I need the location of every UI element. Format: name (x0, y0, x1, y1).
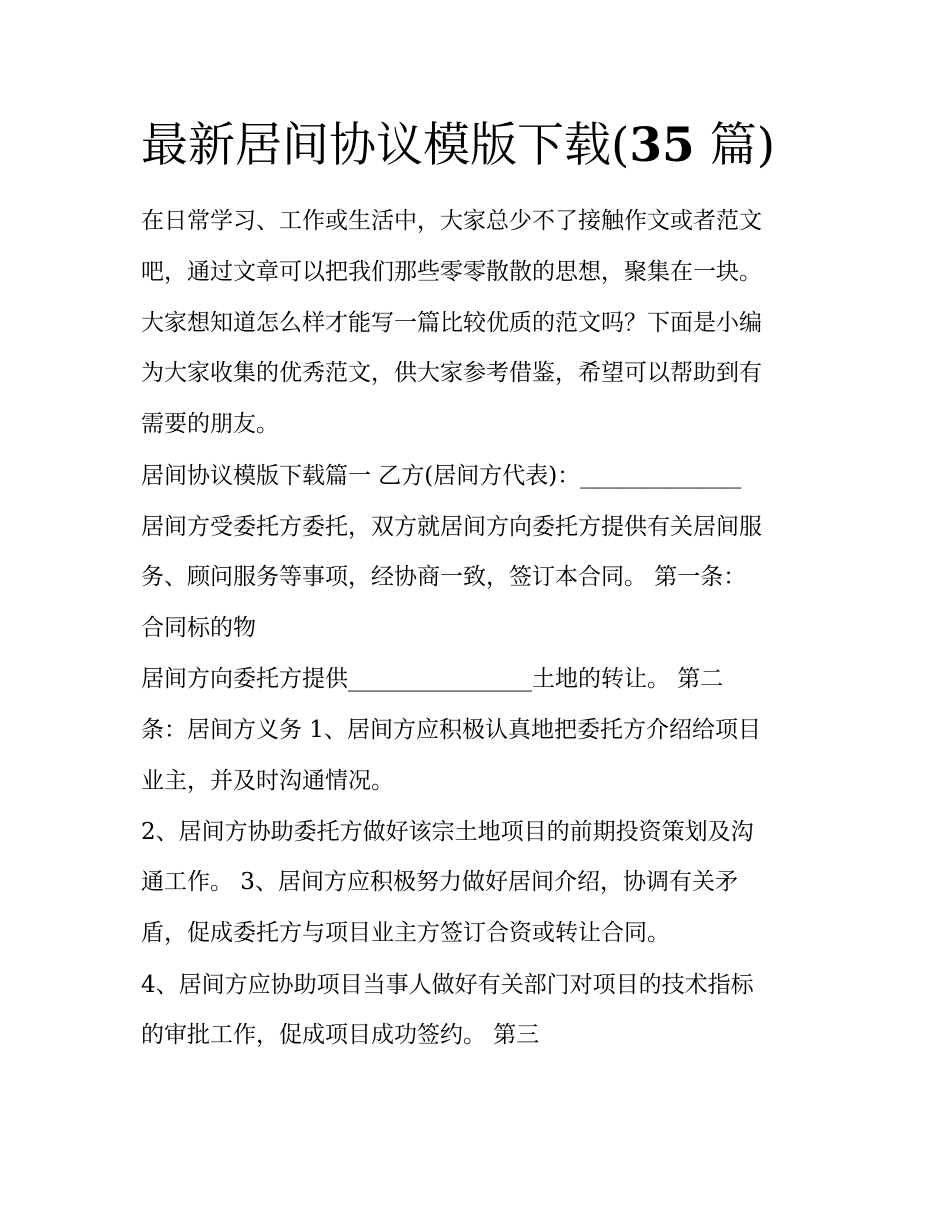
title-text: 最新居间协议模版下载( (141, 118, 630, 173)
land-blank: ________________ (348, 666, 532, 692)
document-title (141, 116, 775, 176)
paragraph-line: 2、居间方协助委托方做好该宗土地项目的前期投资策划及沟 (141, 819, 754, 845)
paragraph-line: 为大家收集的优秀范文，供大家参考借鉴，希望可以帮助到有 (141, 360, 762, 386)
paragraph-line: 通工作。 3、居间方应积极努力做好居间介绍，协调有关矛 (141, 869, 738, 895)
title-suffix: 篇) (694, 118, 776, 173)
clause-text: 居间方向委托方提供 (141, 666, 348, 692)
party-b-label: 居间协议模版下载篇一 乙方(居间方代表)： (141, 463, 581, 489)
paragraph-line (141, 664, 723, 694)
paragraph-line: 的审批工作，促成项目成功签约。 第三 (141, 1022, 540, 1048)
paragraph-line (141, 461, 741, 491)
paragraph-line: 吧，通过文章可以把我们那些零零散散的思想，聚集在一块。 (141, 259, 762, 285)
paragraph-line: 4、居间方应协助项目当事人做好有关部门对项目的技术指标 (141, 972, 754, 998)
paragraph-line: 大家想知道怎么样才能写一篇比较优质的范文吗？下面是小编 (141, 310, 762, 336)
paragraph-line: 合同标的物 (141, 615, 256, 641)
paragraph-line: 居间方受委托方委托，双方就居间方向委托方提供有关居间服 (141, 514, 762, 540)
paragraph-line: 在日常学习、工作或生活中，大家总少不了接触作文或者范文 (141, 208, 762, 234)
paragraph-line: 盾，促成委托方与项目业主方签订合资或转让合同。 (141, 920, 670, 946)
paragraph-line: 业主，并及时沟通情况。 (141, 768, 394, 794)
paragraph-line: 务、顾问服务等事项，经协商一致，签订本合同。 第一条： (141, 564, 747, 590)
party-b-blank: ______________ (580, 463, 742, 489)
clause-text: 土地的转让。 第二 (532, 666, 724, 692)
title-number: 35 (629, 118, 695, 173)
paragraph-line: 条：居间方义务 1、居间方应积极认真地把委托方介绍给项目 (141, 717, 761, 743)
paragraph-line: 需要的朋友。 (141, 411, 279, 437)
